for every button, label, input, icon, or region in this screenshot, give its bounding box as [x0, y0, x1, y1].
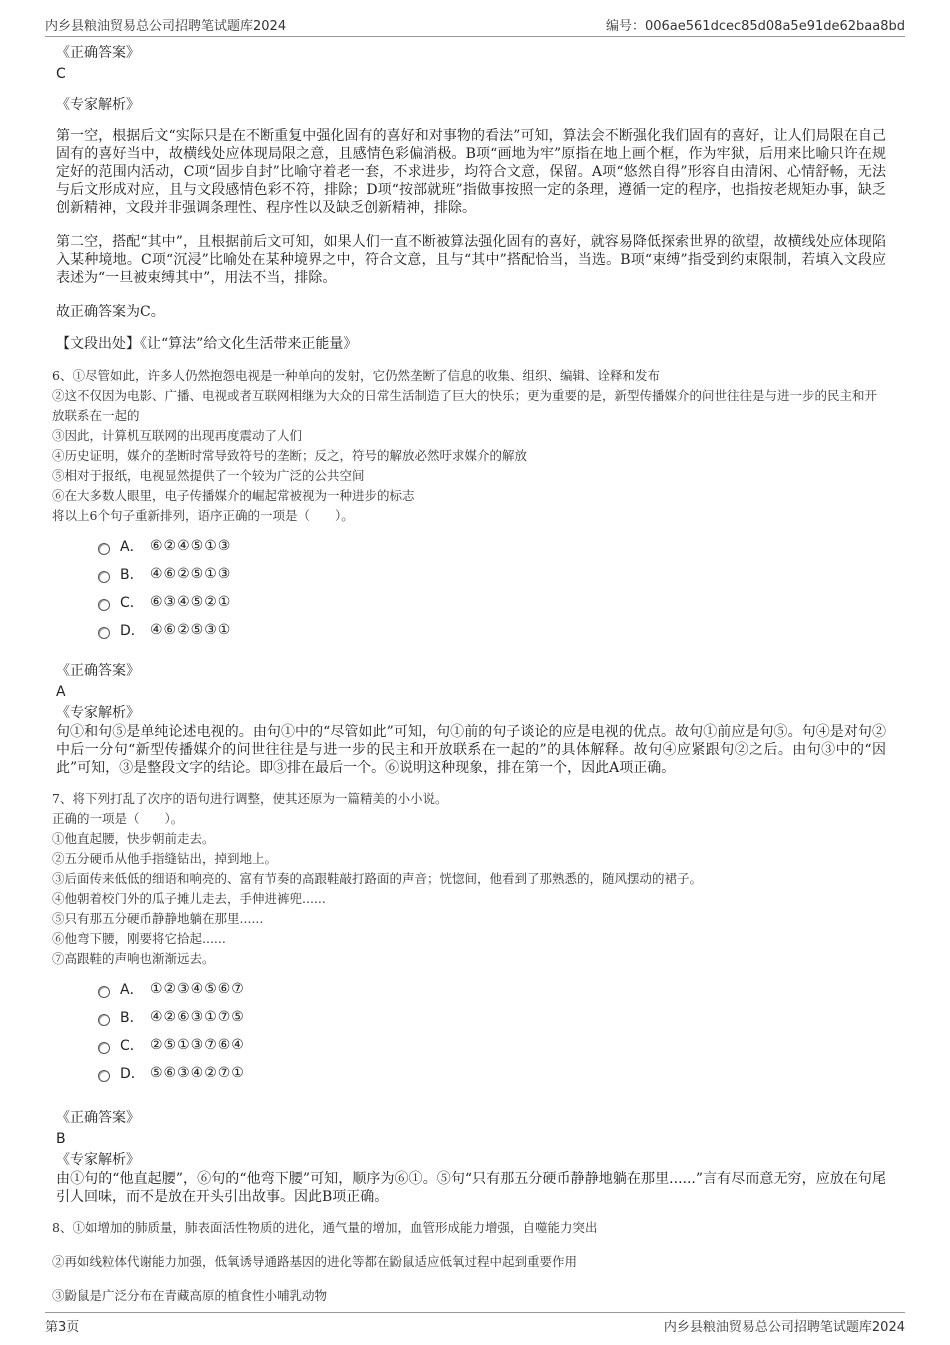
q5-analysis-p1: 第一空，根据后文“实际只是在不断重复中强化固有的喜好和对事物的看法”可知，算法会不断强化我们固有的喜好，让人们局限在自己固有的喜好当中，故横线处应体现局限之意，且感情色彩偏消极。B项“画地为牢”原指在地上画个框，作为牢狱，后用来比喻只许在规定好的范围内活动，C项“固步自封”比喻守着老一套，不求进步，均符合文意，保留。A项“悠然自得”形容自由清闲、心情舒畅，无法与后文形成对应，且与文段感情色彩不符，排除；D项“按部就班”指做事按照一定的条理，遵循一定的程序，也指按老规矩办事，缺乏创新精神，文段并非强调条理性、程序性以及缺乏创新精神，排除。 [56, 128, 886, 216]
q6-line: ⑥在大多数人眼里，电子传播媒介的崛起常被视为一种进步的标志 [52, 488, 415, 503]
option-value: ⑥②④⑤①③ [150, 538, 232, 554]
page-header [45, 14, 905, 37]
option-value: ④②⑥③①⑦⑤ [150, 1009, 245, 1025]
option-value: ①②③④⑤⑥⑦ [150, 981, 245, 997]
option-value: ④⑥②⑤①③ [150, 566, 232, 582]
radio-icon[interactable] [98, 1042, 110, 1054]
q5-answer-label: 《正确答案》 [56, 45, 140, 61]
q5-source: 【文段出处】《让“算法”给文化生活带来正能量》 [56, 336, 358, 352]
option-letter: D． [120, 623, 145, 639]
q7-stem [52, 789, 886, 969]
q5-analysis-label: 《专家解析》 [56, 97, 140, 113]
radio-icon[interactable] [98, 543, 110, 555]
q5-answer: C [56, 66, 66, 82]
page-content [52, 44, 886, 1306]
q6-prompt: 将以上6个句子重新排列，语序正确的一项是（ ）。 [52, 508, 354, 523]
q6-line: ②这不仅因为电影、广播、电视或者互联网相继为大众的日常生活制造了巨大的快乐；更为重要的是，新型传播媒介的问世往往是与进一步的民主和开放联系在一起的 [52, 388, 878, 423]
option-letter: A． [120, 982, 144, 998]
option-value: ⑥③④⑤②① [150, 594, 232, 610]
q6-options [98, 532, 886, 644]
radio-icon[interactable] [98, 571, 110, 583]
q6-stem [52, 366, 886, 526]
q6-line: 6、①尽管如此，许多人仍然抱怨电视是一种单向的发射，它仍然垄断了信息的收集、组织、编辑、诠释和发布 [52, 368, 660, 383]
q6-line: ③因此，计算机互联网的出现再度震动了人们 [52, 428, 303, 443]
q7-line: ④他朝着校门外的瓜子摊儿走去，手伸进裤兜...... [52, 891, 326, 906]
header-code: 编号：006ae561dcec85d08a5e91de62baa8bd [605, 18, 905, 34]
q8-line: ②再如线粒体代谢能力加强，低氧诱导通路基因的进化等都在鼢鼠适应低氧过程中起到重要作用 [52, 1254, 578, 1269]
radio-icon[interactable] [98, 599, 110, 611]
q7-line: ⑦高跟鞋的声响也渐渐远去。 [52, 951, 215, 966]
q6-option-c[interactable] [98, 588, 886, 616]
q7-answer-label: 《正确答案》 [56, 1110, 140, 1126]
radio-icon[interactable] [98, 986, 110, 998]
q7-line: ③后面传来低低的细语和响亮的、富有节奏的高跟鞋敲打路面的声音；恍惚间，他看到了那熟悉的，随风摆动的裙子。 [52, 871, 703, 886]
footer-page-number: 第3页 [45, 1319, 80, 1335]
q7-line: ⑤只有那五分硬币静静地躺在那里...... [52, 911, 264, 926]
option-letter: C． [120, 1038, 144, 1054]
option-letter: B． [120, 1010, 144, 1026]
q7-prompt: 正确的一项是（ ）。 [52, 811, 184, 826]
q7-line: ②五分硬币从他手指缝钻出，掉到地上。 [52, 851, 278, 866]
q8-line: ③鼢鼠是广泛分布在青藏高原的植食性小哺乳动物 [52, 1288, 328, 1303]
q6-option-d[interactable] [98, 616, 886, 644]
option-value: ④⑥②⑤③① [150, 622, 232, 638]
q8-line: 8、①如增加的肺质量，肺表面活性物质的进化，通气量的增加，血管形成能力增强，自噬能力突出 [52, 1220, 598, 1235]
option-value: ②⑤①③⑦⑥④ [150, 1037, 245, 1053]
q6-answer-label: 《正确答案》 [56, 663, 140, 679]
option-letter: C． [120, 595, 144, 611]
footer-title: 内乡县粮油贸易总公司招聘笔试题库2024 [663, 1319, 905, 1335]
option-letter: D． [120, 1066, 145, 1082]
option-letter: A． [120, 539, 144, 555]
q7-option-b[interactable] [98, 1003, 886, 1031]
q6-option-a[interactable] [98, 532, 886, 560]
q7-option-d[interactable] [98, 1059, 886, 1087]
radio-icon[interactable] [98, 1014, 110, 1026]
option-value: ⑤⑥③④②⑦① [150, 1065, 245, 1081]
q7-answer: B [56, 1131, 66, 1147]
radio-icon[interactable] [98, 627, 110, 639]
q7-option-a[interactable] [98, 975, 886, 1003]
q7-line: 7、将下列打乱了次序的语句进行调整，使其还原为一篇精美的小小说。 [52, 791, 448, 806]
q6-line: ⑤相对于报纸，电视显然提供了一个较为广泛的公共空间 [52, 468, 365, 483]
q6-analysis-label: 《专家解析》 [56, 705, 140, 721]
q7-options [98, 975, 886, 1087]
page-footer [45, 1312, 905, 1335]
q6-answer: A [56, 684, 66, 700]
q5-analysis-p2: 第二空，搭配“其中”，且根据前后文可知，如果人们一直不断被算法强化固有的喜好，就容易降低探索世界的欲望，故横线处应体现陷入某种境地。C项“沉浸”比喻处在某种境界之中，符合文意，且与“其中”搭配恰当，当选。B项“束缚”指受到约束限制，若填入文段应表述为“一旦被束缚其中”，用法不当，排除。 [56, 234, 886, 286]
q7-analysis-label: 《专家解析》 [56, 1152, 140, 1168]
q6-line: ④历史证明，媒介的垄断时常导致符号的垄断；反之，符号的解放必然吁求媒介的解放 [52, 448, 528, 463]
q8-stem [52, 1218, 886, 1306]
option-letter: B． [120, 567, 144, 583]
q6-analysis: 句①和句⑤是单纯论述电视的。由句①中的“尽管如此”可知，句①前的句子谈论的应是电视的优点。故句①前应是句⑤。句④是对句②中后一分句“新型传播媒介的问世往往是与进一步的民主和开放联系在一起的”的具体解释。故句④应紧跟句②之后。由句③中的“因此”可知，③是整段文字的结论。即③排在最后一个。⑥说明这种现象，排在第一个，因此A项正确。 [56, 724, 886, 776]
q7-line: ⑥他弯下腰，刚要将它拾起...... [52, 931, 226, 946]
q7-analysis: 由①句的“他直起腰”，⑥句的“他弯下腰”可知，顺序为⑥①。⑤句“只有那五分硬币静静地躺在那里......”言有尽而意无穷，应放在句尾引人回味，而不是放在开头引出故事。因此B项正确。 [56, 1171, 886, 1205]
q5-analysis-p3: 故正确答案为C。 [56, 304, 165, 320]
q7-line: ①他直起腰，快步朝前走去。 [52, 831, 215, 846]
header-title: 内乡县粮油贸易总公司招聘笔试题库2024 [45, 18, 287, 34]
radio-icon[interactable] [98, 1070, 110, 1082]
q6-option-b[interactable] [98, 560, 886, 588]
q7-option-c[interactable] [98, 1031, 886, 1059]
